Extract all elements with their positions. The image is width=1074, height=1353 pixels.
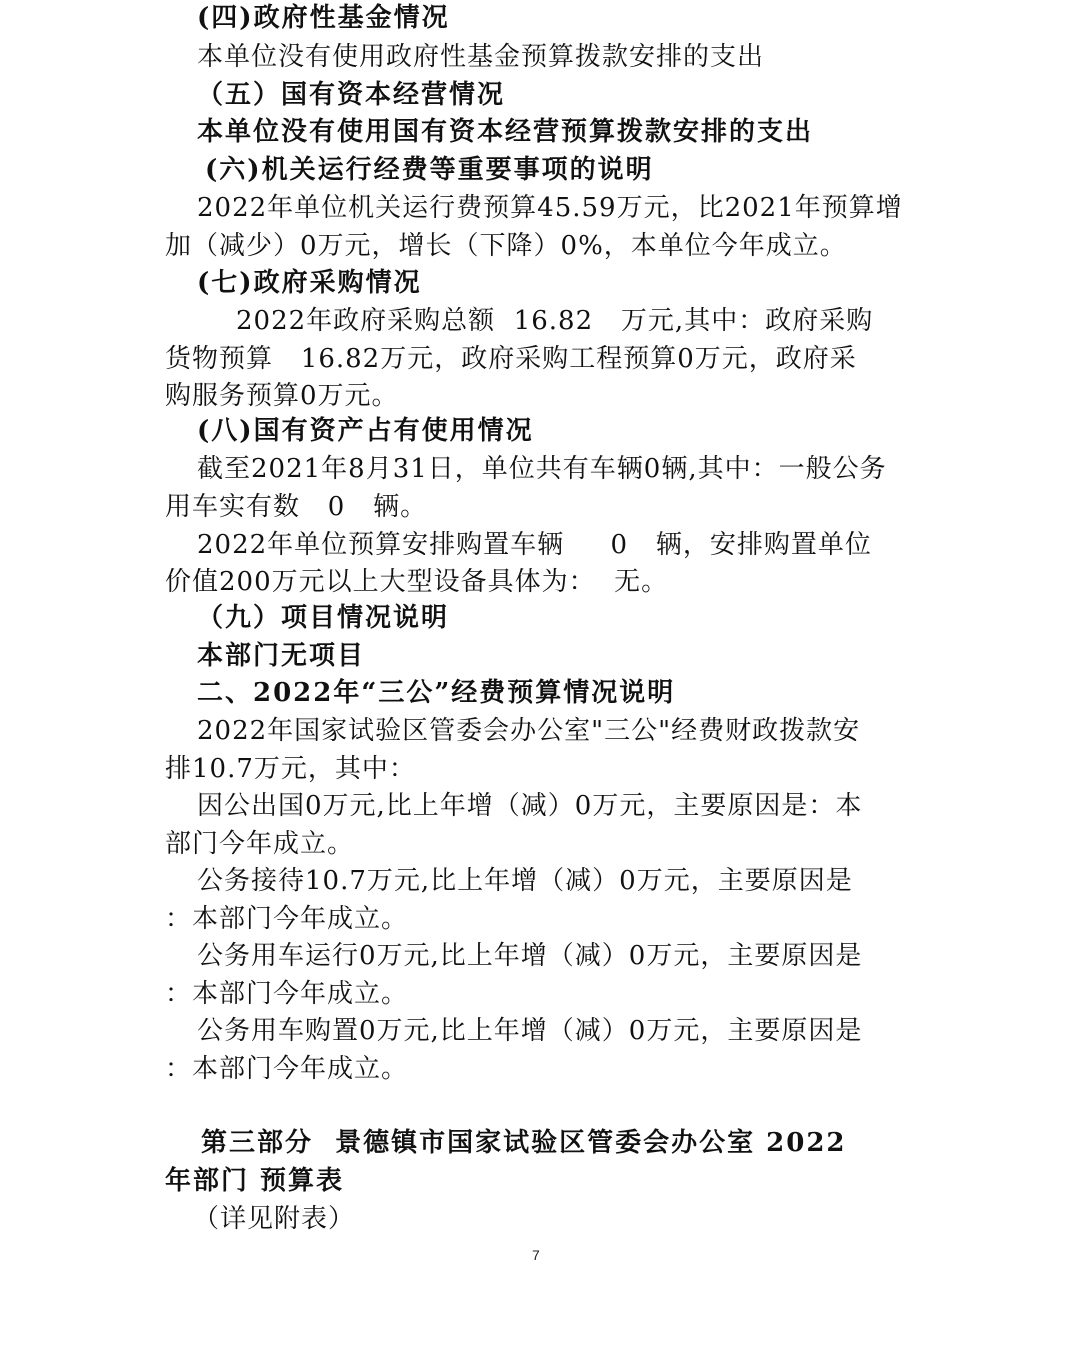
section-heading-procurement: (七)政府采购情况	[197, 268, 422, 298]
paragraph-line: 公务用车购置0万元,比上年增（减）0万元，主要原因是	[197, 1016, 863, 1046]
part-three-heading-continued: 年部门 预算表	[165, 1166, 345, 1196]
paragraph-line: 本部门无项目	[197, 641, 366, 671]
section-heading-government-fund: (四)政府性基金情况	[197, 3, 450, 33]
section-heading-state-assets: (八)国有资产占有使用情况	[197, 416, 534, 446]
paragraph-line: 截至2021年8月31日，单位共有车辆0辆,其中：一般公务	[197, 454, 887, 484]
paragraph-line: 排10.7万元，其中：	[165, 754, 416, 784]
paragraph-line: 公务用车运行0万元,比上年增（减）0万元，主要原因是	[197, 941, 863, 971]
paragraph-line: 价值200万元以上大型设备具体为： 无。	[165, 567, 669, 597]
paragraph-line: 公务接待10.7万元,比上年增（减）0万元，主要原因是	[197, 866, 853, 896]
section-heading-projects: （九）项目情况说明	[197, 603, 450, 633]
paragraph-line: 2022年国家试验区管委会办公室"三公"经费财政拨款安	[197, 716, 861, 746]
paragraph-line: ：本部门今年成立。	[165, 979, 409, 1009]
paragraph-line: 加（减少）0万元，增长（下降）0%，本单位今年成立。	[165, 231, 847, 261]
paragraph-line: 2022年单位预算安排购置车辆 0 辆，安排购置单位	[197, 530, 872, 560]
section-heading-operating-expenses: (六)机关运行经费等重要事项的说明	[205, 155, 654, 185]
section-heading-state-capital: （五）国有资本经营情况	[197, 80, 506, 110]
page-number: 7	[532, 1247, 540, 1263]
paragraph-line: 部门今年成立。	[165, 829, 355, 859]
paragraph-line: 购服务预算0万元。	[165, 381, 399, 411]
part-three-heading: 第三部分 景德镇市国家试验区管委会办公室 2022	[201, 1128, 847, 1158]
paragraph-line: 本单位没有使用政府性基金预算拨款安排的支出	[197, 42, 765, 72]
section-heading-three-public: 二、2022年“三公”经费预算情况说明	[197, 678, 676, 708]
see-attachment-note: （详见附表）	[193, 1204, 356, 1234]
paragraph-line: ：本部门今年成立。	[165, 1054, 409, 1084]
paragraph-line: 本单位没有使用国有资本经营预算拨款安排的支出	[197, 117, 814, 147]
paragraph-line: 因公出国0万元,比上年增（减）0万元，主要原因是：本	[197, 791, 863, 821]
paragraph-line: ：本部门今年成立。	[165, 904, 409, 934]
paragraph-line: 2022年单位机关运行费预算45.59万元，比2021年预算增	[197, 193, 903, 223]
paragraph-line: 用车实有数 0 辆。	[165, 492, 428, 522]
paragraph-line: 2022年政府采购总额 16.82 万元,其中：政府采购	[236, 306, 874, 336]
paragraph-line: 货物预算 16.82万元，政府采购工程预算0万元，政府采	[165, 344, 857, 374]
